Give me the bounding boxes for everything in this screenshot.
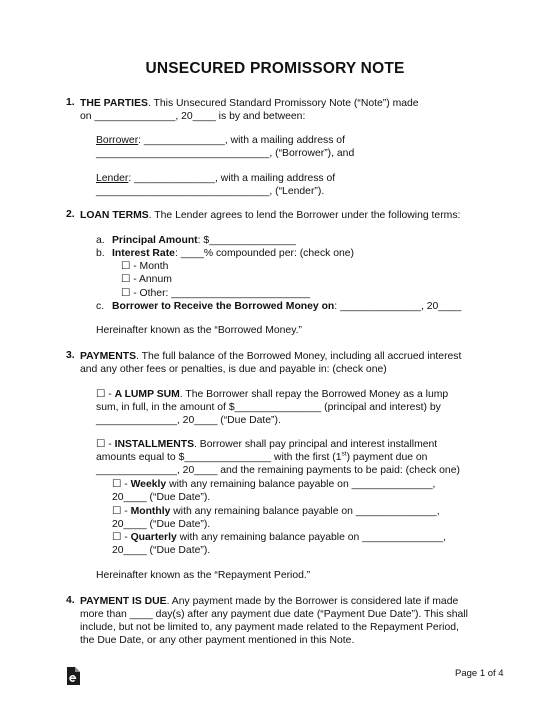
section-1-line-1 [80,97,419,110]
weekly-line[interactable] [112,478,435,491]
weekly-label: Weekly [130,479,167,490]
option-annum[interactable]: ☐ - Annum [121,274,172,285]
item-b-mark: b. [96,248,105,259]
section-2-heading: LOAN TERMS [80,210,149,221]
lump-sum-text: . The Borrower shall repay the Borrowed Money as a lump [179,389,449,400]
monthly-line-2: 20____ (“Due Date”). [112,519,211,530]
installments-line-2 [96,451,427,464]
lender-line-2: ______________________________, (“Lender”). [96,186,325,197]
option-other[interactable]: ☐ - Other: ________________________ [121,288,311,299]
monthly-line[interactable] [112,505,440,518]
borrower-receive-text: : ______________, 20____ [334,301,462,312]
weekly-line-2: 20____ (“Due Date”). [112,492,211,503]
installments-label: INSTALLMENTS [114,439,195,450]
lender-text: : ______________, with a mailing address of [128,173,336,184]
section-4-line-2: more than ____ day(s) after any payment due date (“Payment Due Date”). This shall [80,609,468,620]
weekly-checkbox[interactable]: ☐ - [112,479,131,490]
section-4-line-3: include, but not be limited to, any payment made related to the Repayment Period, [80,622,459,633]
interest-rate-label: Interest Rate [112,248,175,259]
section-4-number: 4. [66,595,75,606]
monthly-label: Monthly [130,506,171,517]
borrower-label: Borrower [96,135,139,146]
lump-sum-checkbox[interactable]: ☐ - [96,389,115,400]
lump-sum-line[interactable] [96,388,448,401]
ordinal-superscript: st [341,450,347,458]
principal-amount-label: Principal Amount [112,235,198,246]
item-c-mark: c. [96,301,105,312]
item-b-line [112,247,354,260]
section-1-heading: THE PARTIES [80,98,148,109]
quarterly-line-2: 20____ (“Due Date”). [112,545,211,556]
section-4-heading: PAYMENT IS DUE [80,596,167,607]
section-3-heading: PAYMENTS [80,351,137,362]
lump-sum-line-2: sum, in full, in the amount of $_______________ (principal and interest) by [96,402,441,413]
page-number: Page 1 of 4 [455,668,504,679]
item-c-line [112,300,461,313]
section-3-line-2: and any other fees or penalties, is due and payable in: (check one) [80,364,387,375]
borrower-line [96,134,345,147]
item-a-line [112,234,296,247]
lump-sum-line-3: ______________, 20____ (“Due Date”). [96,415,281,426]
weekly-text: with any remaining balance payable on ______________, [166,479,436,490]
section-4-line-4: the Due Date, or any other payment mentioned in this Note. [80,635,355,646]
installments-amount-text: amounts equal to $_______________ with the first (1 [96,452,342,463]
borrower-line-2: ______________________________, (“Borrower”), and [96,148,355,159]
section-3-number: 3. [66,350,75,361]
installments-due-text: ) payment due on [346,452,428,463]
lender-label: Lender [96,173,129,184]
section-2-line-1 [80,209,460,222]
monthly-text: with any remaining balance payable on ______________, [170,506,440,517]
borrower-receive-label: Borrower to Receive the Borrowed Money on [112,301,335,312]
borrowed-money-note: Hereinafter known as the “Borrowed Money.” [96,325,302,336]
installments-line-3: ______________, 20____ and the remaining payments to be paid: (check one) [96,465,460,476]
section-2-number: 2. [66,209,75,220]
lump-sum-label: A LUMP SUM [114,389,180,400]
lender-line [96,172,335,185]
section-3-line-1 [80,350,461,363]
quarterly-text: with any remaining balance payable on ______________, [176,532,446,543]
repayment-period-note: Hereinafter known as the “Repayment Period.” [96,570,311,581]
quarterly-line[interactable] [112,531,446,544]
monthly-checkbox[interactable]: ☐ - [112,506,131,517]
document-title: UNSECURED PROMISSORY NOTE [145,60,405,77]
installments-text: . Borrower shall pay principal and interest installment [194,439,438,450]
installments-checkbox[interactable]: ☐ - [96,439,115,450]
borrower-text: : ______________, with a mailing address of [138,135,345,146]
interest-rate-text: : ____% compounded per: (check one) [174,248,355,259]
section-1-number: 1. [66,97,75,108]
section-1-line-2: on ______________, 20____ is by and between: [80,111,306,122]
item-a-mark: a. [96,235,105,246]
section-4-line-1 [80,595,458,608]
eforms-logo-icon [66,667,80,685]
principal-amount-text: : $_______________ [197,235,296,246]
quarterly-checkbox[interactable]: ☐ - [112,532,131,543]
section-2-text: . The Lender agrees to lend the Borrower under the following terms: [148,210,461,221]
section-1-text: . This Unsecured Standard Promissory Note (“Note”) made [147,98,419,109]
quarterly-label: Quarterly [130,532,177,543]
installments-line[interactable] [96,438,437,451]
section-4-text: . Any payment made by the Borrower is considered late if made [166,596,459,607]
section-3-text: . The full balance of the Borrowed Money, including all accrued interest [136,351,462,362]
option-month[interactable]: ☐ - Month [121,261,169,272]
